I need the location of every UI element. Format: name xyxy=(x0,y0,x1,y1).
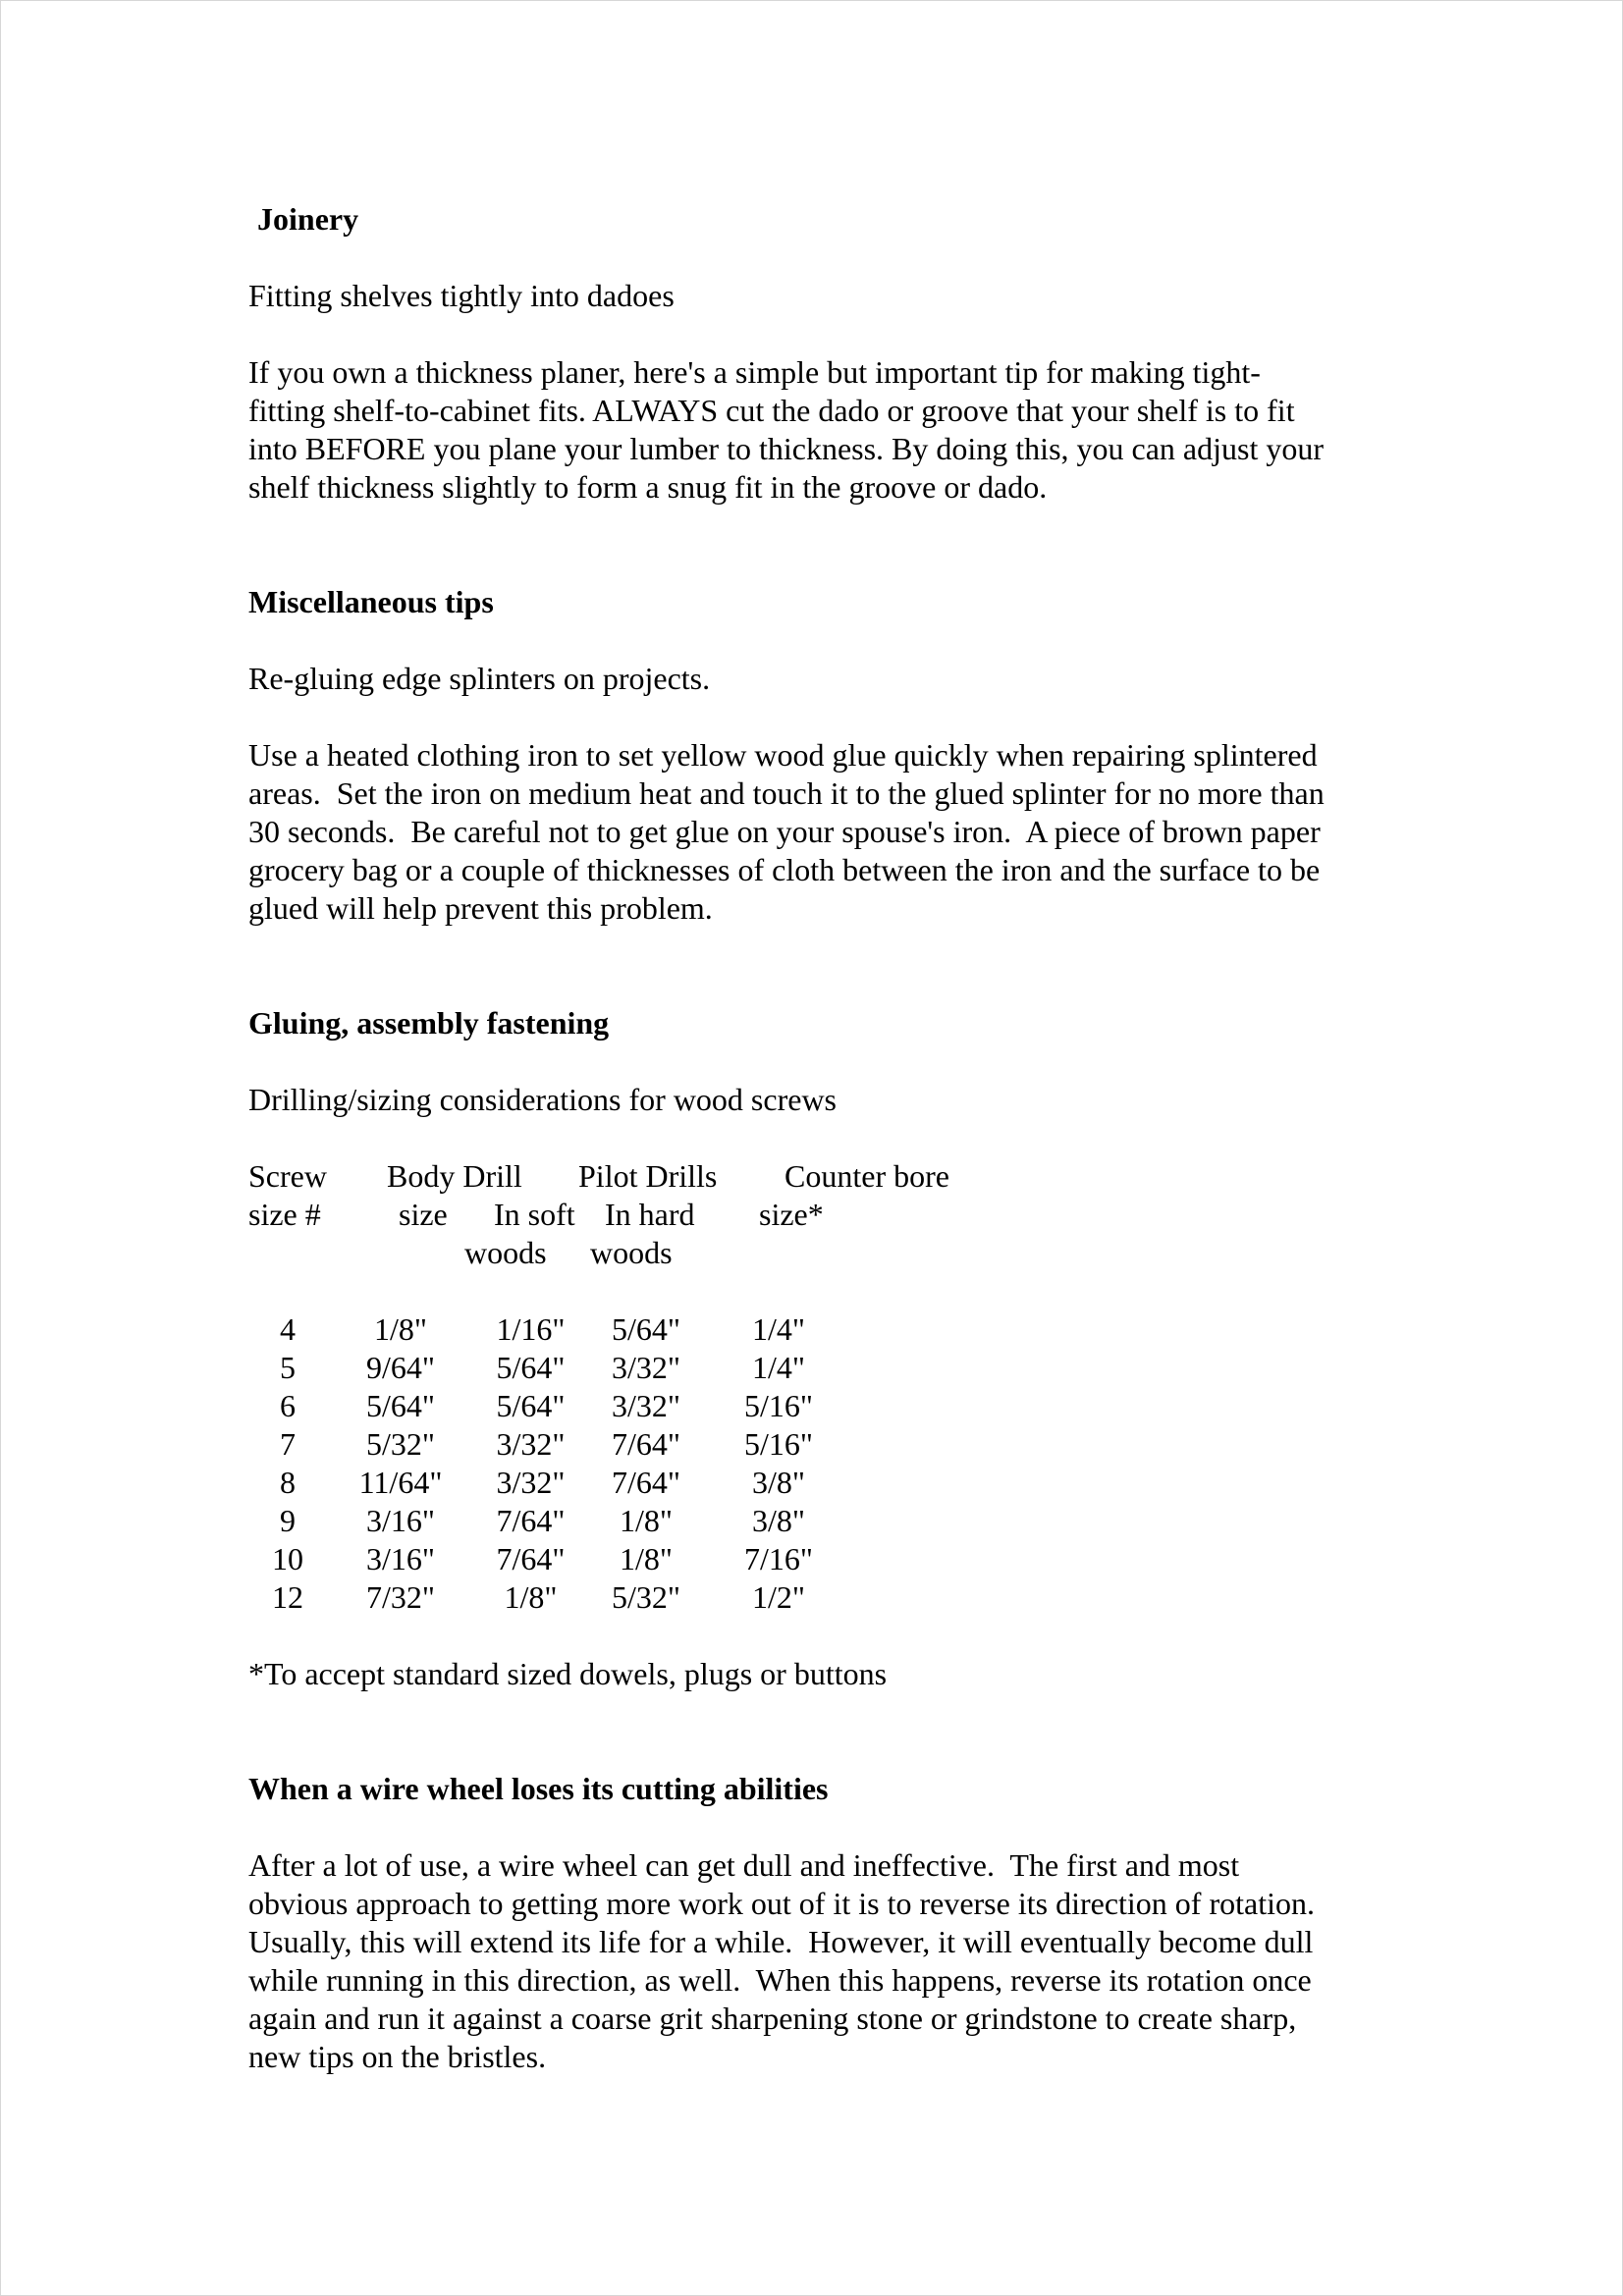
cell-body-drill: 3/16" xyxy=(366,1503,435,1538)
cell-pilot-soft: 7/64" xyxy=(496,1541,566,1576)
table-row xyxy=(248,1425,1427,1464)
cell-counter-bore: 5/16" xyxy=(744,1388,813,1423)
text-line: 30 seconds. Be careful not to get glue on your spouse's iron. A piece of brown paper xyxy=(248,814,1321,849)
header-body-drill: Body Drill xyxy=(387,1158,522,1194)
header-counter-bore: Counter bore xyxy=(784,1158,949,1194)
table-row xyxy=(248,1464,1427,1502)
cell-pilot-hard: 7/64" xyxy=(612,1426,680,1462)
text-line: If you own a thickness planer, here's a simple but important tip for making tight- xyxy=(248,354,1261,390)
table-footnote: *To accept standard sized dowels, plugs or buttons xyxy=(248,1656,888,1691)
cell-body-drill: 5/64" xyxy=(366,1388,435,1423)
document-content xyxy=(248,200,1427,2153)
cell-pilot-soft: 3/32" xyxy=(496,1426,566,1462)
section-misc-tips xyxy=(248,583,1427,928)
cell-counter-bore: 3/8" xyxy=(752,1503,805,1538)
cell-body-drill: 5/32" xyxy=(366,1426,435,1462)
joinery-subheading: Fitting shelves tightly into dadoes xyxy=(248,278,675,313)
cell-body-drill: 1/8" xyxy=(374,1311,427,1347)
cell-body-drill: 3/16" xyxy=(366,1541,435,1576)
text-line: grocery bag or a couple of thicknesses of cloth between the iron and the surface to be xyxy=(248,852,1321,887)
screw-table-body xyxy=(248,1310,1427,1617)
text-line: areas. Set the iron on medium heat and touch it to the glued splinter for no more than xyxy=(248,775,1325,811)
text-line: glued will help prevent this problem. xyxy=(248,890,713,926)
header-screw: Screw xyxy=(248,1158,327,1194)
section-heading-gluing: Gluing, assembly fastening xyxy=(248,1005,610,1041)
screw-table-header xyxy=(248,1157,1427,1272)
cell-pilot-soft: 7/64" xyxy=(496,1503,566,1538)
header-size: size xyxy=(399,1197,448,1232)
section-wire-wheel xyxy=(248,1770,1427,2076)
cell-body-drill: 11/64" xyxy=(358,1465,443,1500)
cell-pilot-hard: 5/32" xyxy=(612,1579,680,1615)
text-line: Usually, this will extend its life for a while. However, it will eventually become dull xyxy=(248,1924,1314,1959)
cell-counter-bore: 1/2" xyxy=(752,1579,805,1615)
cell-pilot-hard: 3/32" xyxy=(612,1388,680,1423)
cell-pilot-soft: 1/8" xyxy=(504,1579,558,1615)
section-gluing xyxy=(248,1004,1427,1693)
table-row xyxy=(248,1387,1427,1425)
cell-body-drill: 7/32" xyxy=(366,1579,435,1615)
cell-screw-size: 12 xyxy=(272,1579,303,1615)
header-pilot-drills: Pilot Drills xyxy=(578,1158,718,1194)
text-line: After a lot of use, a wire wheel can get dull and ineffective. The first and most xyxy=(248,1847,1240,1883)
section-heading-misc-tips: Miscellaneous tips xyxy=(248,584,494,619)
cell-counter-bore: 1/4" xyxy=(752,1311,805,1347)
cell-screw-size: 10 xyxy=(272,1541,303,1576)
table-header-line-2 xyxy=(248,1196,1427,1234)
text-line: new tips on the bristles. xyxy=(248,2039,547,2074)
table-header-line-3 xyxy=(248,1234,1427,1272)
cell-pilot-soft: 1/16" xyxy=(496,1311,566,1347)
cell-body-drill: 9/64" xyxy=(366,1350,435,1385)
section-joinery xyxy=(248,200,1427,507)
cell-pilot-hard: 7/64" xyxy=(612,1465,680,1500)
header-in-hard: In hard xyxy=(605,1197,695,1232)
cell-pilot-soft: 3/32" xyxy=(496,1465,566,1500)
cell-pilot-hard: 1/8" xyxy=(620,1541,673,1576)
text-line: shelf thickness slightly to form a snug fit in the groove or dado. xyxy=(248,469,1048,505)
cell-pilot-hard: 5/64" xyxy=(612,1311,680,1347)
misc-paragraph xyxy=(248,736,1427,928)
wire-wheel-paragraph xyxy=(248,1846,1427,2076)
header-in-soft: In soft xyxy=(494,1197,575,1232)
cell-pilot-soft: 5/64" xyxy=(496,1388,566,1423)
header-woods-hard: woods xyxy=(590,1235,673,1270)
cell-screw-size: 8 xyxy=(280,1465,296,1500)
text-line: obvious approach to getting more work out of it is to reverse its direction of rotation. xyxy=(248,1886,1315,1921)
section-heading-joinery: Joinery xyxy=(257,201,359,237)
table-row xyxy=(248,1578,1427,1617)
header-size-star: size* xyxy=(759,1197,824,1232)
text-line: while running in this direction, as well. When this happens, reverse its rotation once xyxy=(248,1962,1312,1998)
cell-screw-size: 7 xyxy=(280,1426,296,1462)
cell-pilot-soft: 5/64" xyxy=(496,1350,566,1385)
misc-subheading: Re-gluing edge splinters on projects. xyxy=(248,661,711,696)
cell-counter-bore: 3/8" xyxy=(752,1465,805,1500)
cell-counter-bore: 7/16" xyxy=(744,1541,813,1576)
gluing-subheading: Drilling/sizing considerations for wood screws xyxy=(248,1082,837,1117)
cell-counter-bore: 1/4" xyxy=(752,1350,805,1385)
cell-pilot-hard: 1/8" xyxy=(620,1503,673,1538)
cell-pilot-hard: 3/32" xyxy=(612,1350,680,1385)
section-heading-wire-wheel: When a wire wheel loses its cutting abilities xyxy=(248,1771,829,1806)
table-row xyxy=(248,1349,1427,1387)
text-line: again and run it against a coarse grit sharpening stone or grindstone to create sharp, xyxy=(248,2001,1297,2036)
cell-counter-bore: 5/16" xyxy=(744,1426,813,1462)
cell-screw-size: 9 xyxy=(280,1503,296,1538)
text-line: Use a heated clothing iron to set yellow wood glue quickly when repairing splintered xyxy=(248,737,1318,773)
table-header-line-1 xyxy=(248,1157,1427,1196)
cell-screw-size: 5 xyxy=(280,1350,296,1385)
table-row xyxy=(248,1310,1427,1349)
text-line: fitting shelf-to-cabinet fits. ALWAYS cut the dado or groove that your shelf is to fit xyxy=(248,393,1295,428)
header-size-number: size # xyxy=(248,1197,321,1232)
joinery-paragraph xyxy=(248,353,1427,507)
cell-screw-size: 6 xyxy=(280,1388,296,1423)
text-line: into BEFORE you plane your lumber to thickness. By doing this, you can adjust your xyxy=(248,431,1325,466)
table-row xyxy=(248,1540,1427,1578)
table-row xyxy=(248,1502,1427,1540)
header-woods-soft: woods xyxy=(464,1235,547,1270)
cell-screw-size: 4 xyxy=(280,1311,296,1347)
